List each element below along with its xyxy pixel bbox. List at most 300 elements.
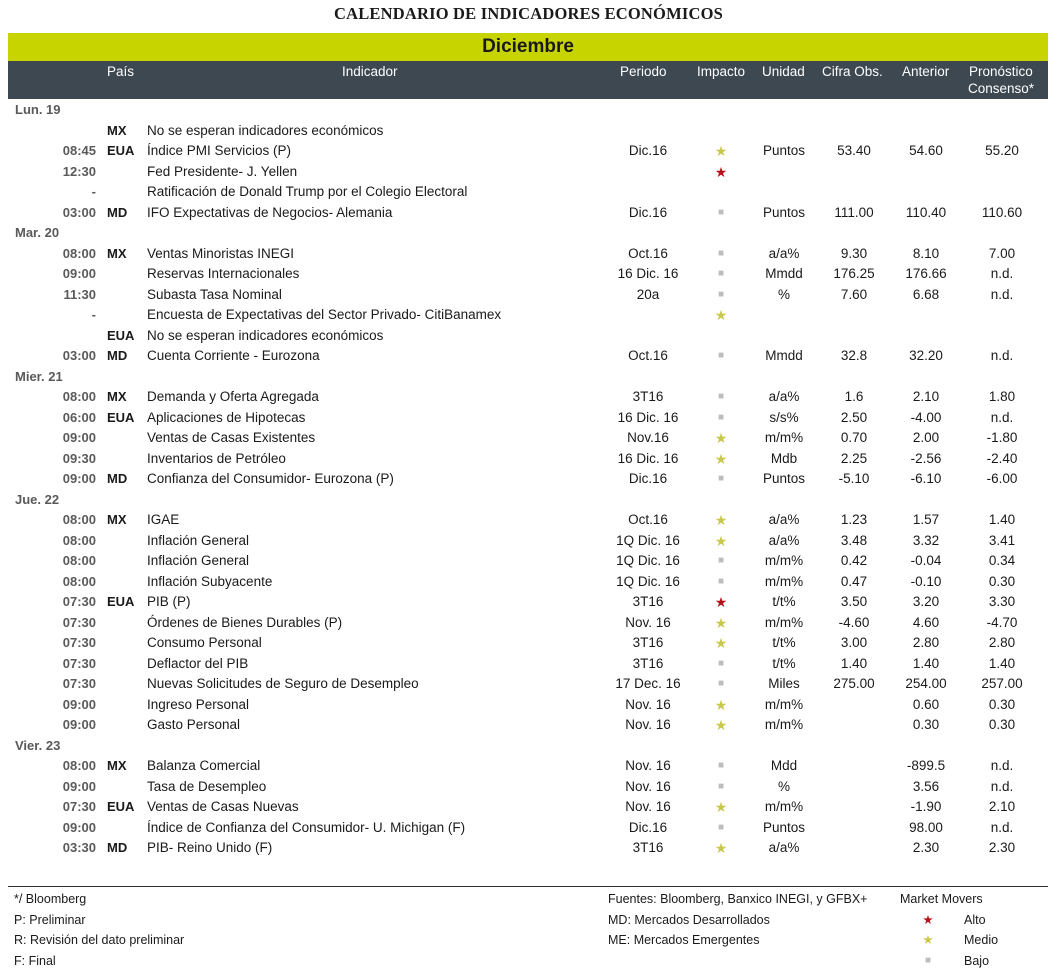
row-indicator: Inflación General [147,532,250,548]
row-time: - [91,307,96,322]
gold-star-icon: ★ [714,450,728,467]
table-row [8,592,1048,613]
row-unit: a/a% [768,512,800,527]
row-pronostico: 0.30 [988,717,1016,732]
legend-label: Medio [964,933,999,947]
row-cifra-obs: 7.60 [840,286,868,302]
table-row [8,346,1048,367]
table-row [8,818,1048,839]
row-country: MX [107,758,127,773]
row-unit: m/m% [764,430,804,445]
gold-star-icon: ★ [714,614,728,631]
table-row [8,121,1048,142]
legend-label: Bajo [964,953,990,968]
row-pronostico: 1.40 [988,655,1016,671]
row-indicator: Ingreso Personal [147,696,250,712]
gray-square-icon: ■ [717,391,725,402]
row-unit: m/m% [764,717,804,732]
column-header-consenso: Consenso* [968,81,1035,96]
row-time: 06:00 [62,409,96,425]
row-time: 07:30 [62,594,96,609]
table-row [8,244,1048,265]
row-unit: a/a% [768,389,800,404]
row-time: 09:30 [62,450,96,466]
row-period: 16 Dic. 16 [617,450,679,466]
row-anterior: 98.00 [909,819,943,835]
row-time: 08:00 [62,512,96,527]
row-indicator: Índice PMI Servicios (P) [147,143,292,158]
row-time: 09:00 [62,778,96,794]
gray-square-icon: ■ [717,760,725,771]
day-header-row [8,490,1048,511]
day-header-row [8,367,1048,388]
table-row [8,469,1048,490]
row-indicator: No se esperan indicadores económicos [147,327,384,343]
row-period: 1Q Dic. 16 [616,553,680,568]
row-unit: Puntos [762,143,806,158]
row-pronostico: n.d. [990,409,1014,425]
row-cifra-obs: 176.25 [833,266,875,281]
row-unit: m/m% [764,614,804,630]
row-pronostico: -6.00 [986,471,1018,486]
row-anterior: 176.66 [905,266,947,281]
row-unit: t/t% [772,594,796,609]
row-time: 07:30 [62,676,96,691]
row-cifra-obs: 32.8 [840,348,868,363]
row-anterior: 0.30 [912,717,940,732]
table-row [8,428,1048,449]
row-pronostico: n.d. [990,348,1014,363]
row-unit: a/a% [768,532,800,548]
row-country: EUA [107,327,135,343]
row-pronostico: 3.41 [988,532,1016,548]
table-row [8,162,1048,183]
row-indicator: Ventas de Casas Existentes [147,430,316,445]
gray-square-icon: ■ [717,657,725,669]
row-indicator: Aplicaciones de Hipotecas [147,409,306,425]
row-period: Dic.16 [628,143,668,158]
row-anterior: 2.10 [912,389,940,404]
gold-star-icon: ★ [922,933,934,947]
row-cifra-obs: 9.30 [840,245,868,261]
row-indicator: Inflación Subyacente [147,573,273,589]
table-header [8,61,1048,99]
row-time: 12:30 [62,163,96,179]
row-unit: % [777,286,790,302]
row-time: 08:00 [62,573,96,589]
red-star-icon: ★ [714,594,728,610]
row-indicator: IFO Expectativas de Negocios- Alemania [147,204,393,220]
row-pronostico: -2.40 [986,450,1018,466]
row-anterior: -2.56 [910,450,942,466]
row-indicator: Inflación General [147,553,250,568]
row-anterior: 32.20 [909,348,943,363]
row-pronostico: 7.00 [988,245,1016,261]
table-row [8,674,1048,695]
footer-notes [14,889,184,971]
gold-star-icon: ★ [714,512,728,528]
row-period: 1Q Dic. 16 [616,532,680,548]
row-country: MX [107,122,127,138]
row-time: 03:00 [62,348,96,363]
row-unit: a/a% [768,840,800,855]
row-unit: Mmdd [765,266,803,281]
gray-square-icon: ■ [717,780,725,792]
row-anterior: -4.00 [910,409,942,425]
row-period: Nov. 16 [625,799,671,814]
row-pronostico: n.d. [990,819,1014,835]
row-unit: m/m% [764,799,804,814]
row-pronostico: 2.80 [988,635,1016,650]
row-period: 3T16 [632,594,664,609]
day-label: Lun. 19 [15,102,61,117]
row-pronostico: 0.30 [988,573,1016,589]
gray-square-icon: ■ [717,555,725,566]
row-cifra-obs: 2.25 [840,450,868,466]
legend-label: Alto [964,912,986,927]
row-country: EUA [107,799,135,814]
row-pronostico: 55.20 [985,143,1019,158]
table-row [8,141,1048,162]
row-country: MD [107,204,128,220]
legend-item-medio [900,930,999,951]
row-unit: Mmdd [765,348,803,363]
gray-square-icon: ■ [717,821,725,833]
gray-square-icon: ■ [717,350,725,361]
gray-square-icon: ■ [717,575,725,587]
row-period: Nov.16 [627,430,669,445]
row-cifra-obs: 111.00 [834,204,874,220]
table-row [8,715,1048,736]
row-period: 3T16 [632,655,664,671]
row-cifra-obs: 0.47 [840,573,868,589]
row-anterior: -1.90 [910,799,942,814]
table-row [8,305,1048,326]
row-unit: Mdb [770,450,798,466]
row-time: 09:00 [62,696,96,712]
column-header-pais: País [107,64,135,79]
row-indicator: Subasta Tasa Nominal [147,286,282,302]
row-period: 16 Dic. 16 [617,266,679,281]
day-label: Mier. 21 [15,368,63,384]
gray-square-icon: ■ [717,678,725,689]
me-definition: ME: Mercados Emergentes [608,933,760,947]
row-country: MX [107,512,127,527]
footer-note: */ Bloomberg [14,892,87,906]
column-header-anterior: Anterior [902,64,950,79]
row-indicator: Reservas Internacionales [147,266,300,281]
day-header-row [8,736,1048,757]
row-period: 3T16 [632,389,664,404]
row-cifra-obs: 0.70 [840,430,868,445]
md-definition: MD: Mercados Desarrollados [608,912,770,927]
gold-star-icon: ★ [714,143,728,159]
row-time: 09:00 [62,266,96,281]
legend-title: Market Movers [900,892,983,906]
gray-square-icon: ■ [717,247,725,259]
row-indicator: Ventas Minoristas INEGI [147,245,295,261]
row-cifra-obs: 1.6 [844,389,864,404]
row-country: MD [107,471,128,486]
gold-star-icon: ★ [714,799,728,815]
row-period: 3T16 [632,635,664,650]
row-period: Oct.16 [628,348,668,363]
row-pronostico: n.d. [990,778,1014,794]
row-unit: Miles [768,676,800,691]
row-pronostico: n.d. [990,758,1014,773]
row-cifra-obs: -4.60 [838,614,870,630]
row-anterior: 2.00 [912,430,940,445]
row-pronostico: 0.30 [988,696,1016,712]
table-row [8,203,1048,224]
row-anterior: -6.10 [910,471,942,486]
table-row [8,838,1048,859]
row-period: Oct.16 [628,512,668,527]
row-anterior: 254.00 [905,676,947,691]
table-row [8,572,1048,593]
gray-square-icon: ■ [717,268,725,279]
gray-square-icon: ■ [717,473,725,484]
row-time: 07:30 [62,614,96,630]
table-row [8,326,1048,347]
row-anterior: 1.57 [912,512,940,527]
row-time: 08:00 [62,245,96,261]
row-indicator: IGAE [147,512,180,527]
row-pronostico: n.d. [990,266,1014,281]
market-movers-legend [900,889,999,971]
row-anterior: 2.80 [912,635,940,650]
document-title: CALENDARIO DE INDICADORES ECONÓMICOS [333,4,724,23]
row-anterior: 1.40 [912,655,940,671]
table-row [8,797,1048,818]
row-period: 1Q Dic. 16 [616,573,680,589]
row-pronostico: 1.80 [988,389,1016,404]
row-anterior: 0.60 [912,696,940,712]
row-pronostico: 257.00 [981,676,1023,691]
row-indicator: PIB (P) [147,594,191,609]
row-period: Oct.16 [628,245,668,261]
row-indicator: Demanda y Oferta Agregada [147,389,319,404]
row-time: 11:30 [63,286,96,302]
row-country: EUA [107,594,135,609]
table-row [8,695,1048,716]
row-indicator: Fed Presidente- J. Yellen [147,163,298,179]
table-row [8,408,1048,429]
row-cifra-obs: 1.23 [840,512,868,527]
row-period: 20a [636,286,660,302]
row-period: Dic.16 [628,204,668,220]
row-cifra-obs: 1.40 [840,655,868,671]
row-pronostico: 3.30 [988,594,1016,609]
row-period: Dic.16 [628,471,668,486]
row-indicator: Ventas de Casas Nuevas [147,799,299,814]
row-anterior: 3.32 [912,532,940,548]
row-time: 03:30 [62,840,96,855]
row-time: 08:00 [62,553,96,568]
row-cifra-obs: 3.00 [840,635,868,650]
table-row [8,285,1048,306]
row-period: Nov. 16 [625,717,671,732]
footer-note: R: Revisión del dato preliminar [14,933,185,947]
row-unit: s/s% [769,409,799,425]
row-period: 16 Dic. 16 [617,409,679,425]
row-pronostico: -4.70 [986,614,1018,630]
row-anterior: 3.56 [912,778,940,794]
day-header-row [8,100,1048,121]
row-cifra-obs: 275.00 [833,676,875,691]
row-indicator: PIB- Reino Unido (F) [147,840,273,855]
gold-star-icon: ★ [714,696,728,713]
row-unit: a/a% [768,245,800,261]
row-indicator: Ratificación de Donald Trump por el Colegio Electoral [147,184,468,199]
row-pronostico: n.d. [990,286,1014,302]
column-header-indicador: Indicador [342,64,398,79]
row-time: 09:00 [62,430,96,445]
gray-square-icon: ■ [717,288,725,300]
footer-divider [8,886,1048,887]
red-star-icon: ★ [714,163,728,180]
row-indicator: Órdenes de Bienes Durables (P) [147,614,343,630]
day-label: Mar. 20 [15,225,60,240]
gold-star-icon: ★ [714,430,728,446]
row-pronostico: 2.10 [988,799,1016,814]
row-period: Dic.16 [628,819,668,835]
row-time: - [91,184,96,199]
row-time: 07:30 [62,799,96,814]
row-anterior: 54.60 [909,143,943,158]
table-row [8,613,1048,634]
footer-sources [608,889,868,951]
row-indicator: Tasa de Desempleo [147,778,267,794]
row-time: 08:00 [62,758,96,773]
legend-item-bajo [900,951,990,972]
row-pronostico: 2.30 [988,840,1016,855]
row-cifra-obs: -5.10 [838,471,870,486]
row-time: 09:00 [62,717,96,732]
column-header-pronostico: Pronóstico [969,64,1033,79]
row-time: 08:45 [62,143,96,158]
column-header-unidad: Unidad [762,64,805,79]
table-row [8,756,1048,777]
row-unit: m/m% [764,553,804,568]
gray-square-icon: ■ [717,411,725,423]
day-header-row [8,223,1048,244]
table-row [8,633,1048,654]
row-unit: t/t% [772,635,796,650]
row-time: 08:00 [62,389,96,404]
row-pronostico: -1.80 [986,430,1018,445]
row-cifra-obs: 0.42 [840,553,868,568]
row-country: MD [107,348,128,363]
gold-star-icon: ★ [714,717,728,733]
row-unit: m/m% [764,696,804,712]
row-time: 08:00 [62,532,96,548]
row-indicator: Encuesta de Expectativas del Sector Privado- CitiBanamex [147,307,502,322]
row-period: Nov. 16 [625,758,671,773]
row-anterior: 110.40 [905,204,947,220]
row-indicator: No se esperan indicadores económicos [147,122,384,138]
gold-star-icon: ★ [714,307,728,323]
row-time: 09:00 [62,471,96,486]
row-time: 07:30 [62,635,96,650]
day-label: Jue. 22 [15,491,60,507]
row-indicator: Índice de Confianza del Consumidor- U. Michigan (F) [147,819,466,835]
table-row [8,551,1048,572]
column-header-periodo: Periodo [620,64,667,79]
table-row [8,387,1048,408]
row-indicator: Cuenta Corriente - Eurozona [147,348,320,363]
row-country: EUA [107,409,135,425]
gold-star-icon: ★ [714,635,728,651]
row-indicator: Balanza Comercial [147,758,261,773]
table-row [8,777,1048,798]
row-indicator: Nuevas Solicitudes de Seguro de Desempleo [147,676,419,691]
row-country: MX [107,389,127,404]
row-unit: Puntos [762,204,806,220]
gold-star-icon: ★ [714,840,728,856]
row-pronostico: 110.60 [981,204,1023,220]
row-cifra-obs: 3.50 [840,594,868,609]
table-row [8,654,1048,675]
gray-square-icon: ■ [924,954,932,966]
column-header-impacto: Impacto [697,64,746,79]
row-unit: Puntos [762,819,806,835]
row-cifra-obs: 3.48 [840,532,868,548]
table-row [8,182,1048,203]
row-time: 09:00 [62,819,96,835]
table-row [8,264,1048,285]
row-pronostico: 1.40 [988,512,1016,527]
sources-text: Fuentes: Bloomberg, Banxico INEGI, y GFBX+ [608,892,868,906]
row-anterior: 2.30 [912,840,940,855]
row-anterior: 8.10 [912,245,940,261]
row-indicator: Consumo Personal [147,635,262,650]
row-unit: t/t% [772,655,796,671]
month-banner: Diciembre [8,33,1048,61]
row-time: 03:00 [62,204,96,220]
legend-item-alto [900,910,986,931]
table-row [8,449,1048,470]
row-country: EUA [107,143,135,158]
row-cifra-obs: 53.40 [837,143,871,158]
day-label: Vier. 23 [15,737,61,753]
row-unit: m/m% [764,573,804,589]
row-anterior: 4.60 [912,614,940,630]
row-anterior: 3.20 [912,594,940,609]
row-anterior: 6.68 [912,286,940,302]
row-anterior: -0.04 [910,553,942,568]
calendar-table-body [8,100,1048,859]
footer-note: F: Final [14,953,56,968]
row-country: MX [107,245,127,261]
row-pronostico: 0.34 [988,553,1016,568]
row-indicator: Confianza del Consumidor- Eurozona (P) [147,471,394,486]
gray-square-icon: ■ [717,206,725,218]
row-cifra-obs: 2.50 [840,409,868,425]
table-row [8,510,1048,531]
row-period: Nov. 16 [625,696,671,712]
row-anterior: -899.5 [906,758,946,773]
row-unit: Mdd [770,758,798,773]
row-indicator: Inventarios de Petróleo [147,450,286,466]
row-indicator: Gasto Personal [147,717,241,732]
row-unit: % [777,778,790,794]
row-time: 07:30 [62,655,96,671]
table-row [8,531,1048,552]
row-country: MD [107,840,128,855]
row-unit: Puntos [762,471,806,486]
red-star-icon: ★ [922,912,934,927]
